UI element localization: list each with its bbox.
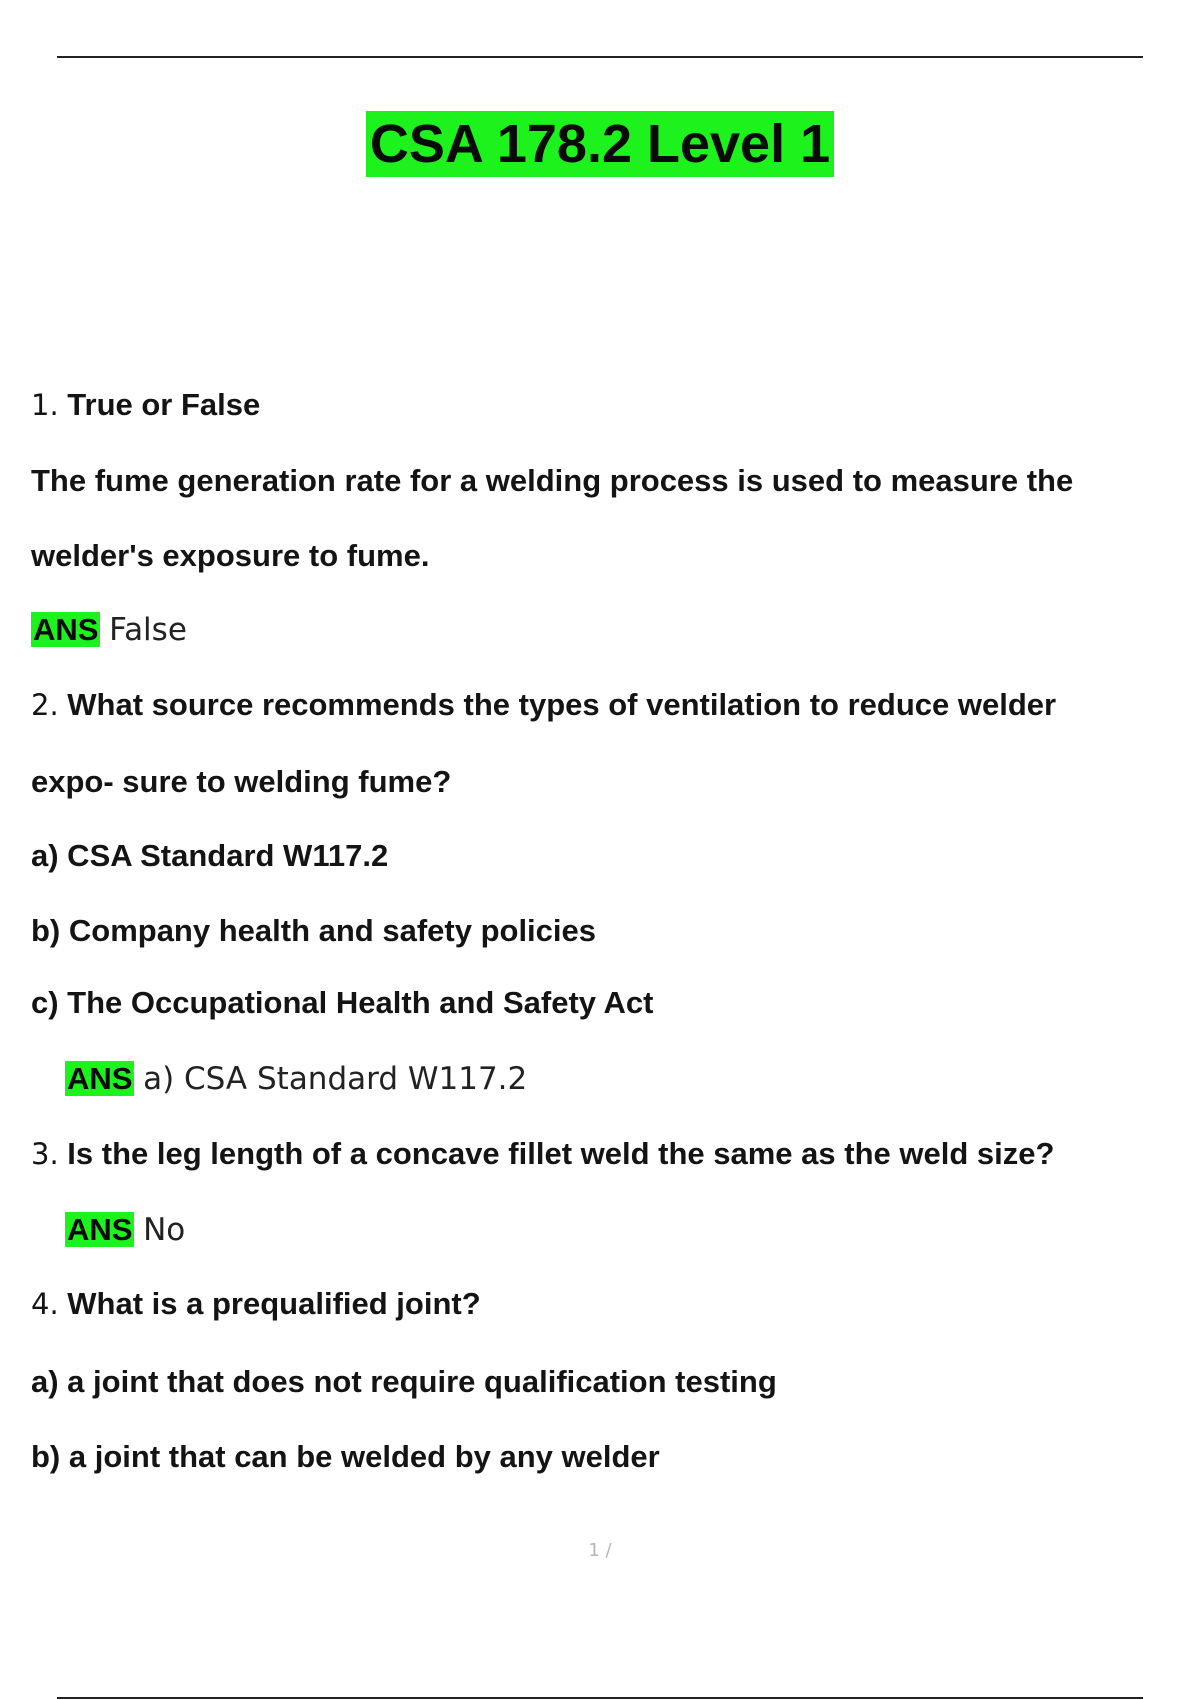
question-1-body-line: welder's exposure to fume.: [31, 538, 430, 573]
question-1-answer: [31, 610, 187, 650]
question-prompt: True or False: [67, 387, 261, 422]
question-prompt: Is the leg length of a concave fillet weld the same as the weld size?: [67, 1136, 1055, 1171]
question-prompt: What source recommends the types of ventilation to reduce welder: [67, 687, 1057, 722]
title-block: [0, 111, 1200, 177]
answer-text: False: [109, 612, 187, 648]
question-3-answer: [65, 1210, 185, 1250]
question-4-option-b: b) a joint that can be welded by any welder: [31, 1439, 660, 1474]
document-title: CSA 178.2 Level 1: [366, 111, 834, 177]
answer-label: ANS: [67, 1061, 133, 1096]
question-2-option-a: a) CSA Standard W117.2: [31, 838, 389, 873]
question-2-option-b: b) Company health and safety policies: [31, 913, 597, 948]
question-prompt: What is a prequalified joint?: [67, 1286, 481, 1321]
question-number: 3.: [31, 1137, 59, 1171]
question-number: 4.: [31, 1287, 59, 1321]
answer-text: a) CSA Standard W117.2: [143, 1061, 528, 1097]
question-1-heading: [31, 385, 260, 425]
question-4-option-a: a) a joint that does not require qualification testing: [31, 1364, 777, 1399]
footer-rule: [57, 1697, 1143, 1699]
question-number: 2.: [31, 688, 59, 722]
answer-label: ANS: [67, 1212, 133, 1247]
question-2-heading: [31, 685, 1056, 725]
question-3-heading: [31, 1134, 1054, 1174]
question-2-answer: [65, 1059, 527, 1099]
question-2-body-line: expo- sure to welding fume?: [31, 764, 452, 799]
answer-text: No: [143, 1212, 186, 1248]
question-number: 1.: [31, 388, 59, 422]
page-number: 1 /: [588, 1540, 612, 1561]
answer-label: ANS: [33, 612, 99, 647]
question-4-heading: [31, 1284, 481, 1324]
question-2-option-c: c) The Occupational Health and Safety Act: [31, 985, 654, 1020]
question-1-body-line: The fume generation rate for a welding process is used to measure the: [31, 463, 1074, 498]
header-rule: [57, 56, 1143, 58]
